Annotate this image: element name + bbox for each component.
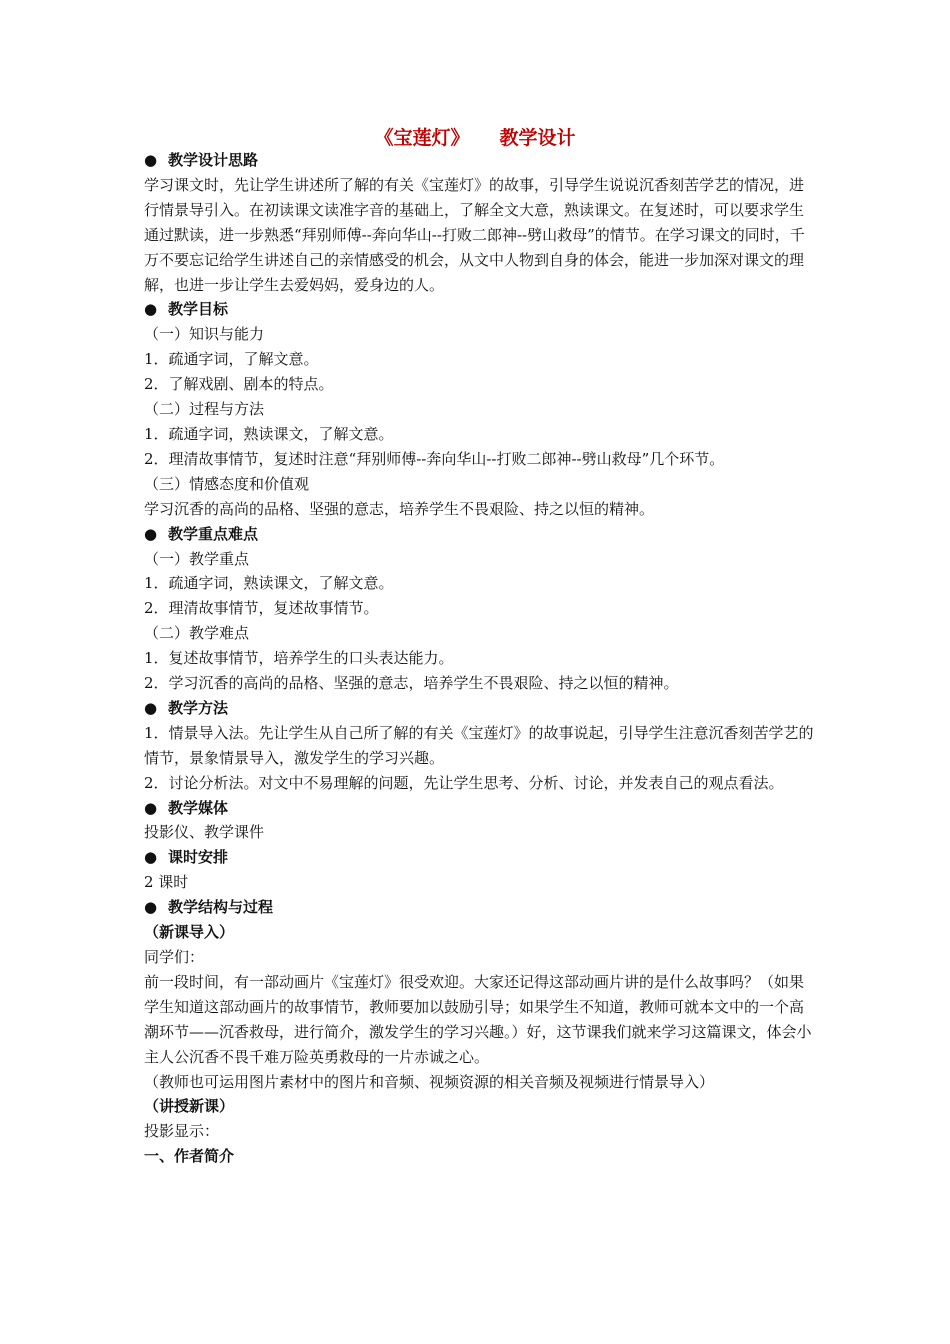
list-item: 2．理清故事情节，复述故事情节。: [144, 599, 379, 618]
list-item: 1．疏通字词，熟读课文，了解文意。: [144, 424, 394, 443]
section-heading-structure: ● 教学结构与过程: [144, 895, 816, 920]
bullet-icon: ●: [144, 848, 158, 867]
list-item: 学习沉香的高尚的品格、坚强的意志，培养学生不畏艰险、持之以恒的精神。: [144, 499, 655, 518]
greeting-text: 同学们：: [144, 948, 205, 966]
list-item: （二）教学难点: [144, 624, 250, 643]
bullet-icon: ●: [144, 798, 158, 817]
new-lesson-intro-label: （新课导入）: [144, 923, 235, 942]
media-text: 投影仪、教学课件: [144, 823, 265, 842]
list-item: （一）知识与能力: [144, 325, 265, 344]
section-heading-methods: ● 教学方法: [144, 696, 816, 721]
section-heading-key-points: ● 教学重点难点: [144, 522, 816, 547]
list-item: 2．学习沉香的高尚的品格、坚强的意志，培养学生不畏艰险、持之以恒的精神。: [144, 674, 679, 693]
design-idea-paragraph: 学习课文时，先让学生讲述所了解的有关《宝莲灯》的故事，引导学生说说沉香刻苦学艺的情况，进行情景导引入。在初读课文读准字音的基础上，了解全文大意，熟读课文。在复述时，可以要求学生通过默读，进一步熟悉“拜别师傅--奔向华山--打败二郎神--劈山救母”的情节。在学习课文的同时，千万不要忘记给学生讲述自己的亲情感受的机会，从文中人物到自身的体会，能进一步加深对课文的理解，也进一步让学生去爱妈妈，爱身边的人。: [144, 175, 805, 294]
projection-text: 投影显示：: [144, 1122, 220, 1141]
bullet-icon: ●: [144, 524, 158, 543]
schedule-text: 2 课时: [144, 873, 189, 892]
list-item: （三）情感态度和价值观: [144, 474, 310, 493]
new-lesson-teaching-label: （讲授新课）: [144, 1097, 235, 1116]
method-paragraph: 2．讨论分析法。对文中不易理解的问题，先让学生思考、分析、讨论，并发表自己的观点看法。: [144, 773, 784, 792]
list-item: 1．疏通字词，熟读课文，了解文意。: [144, 574, 394, 593]
list-item: 2．了解戏剧、剧本的特点。: [144, 375, 334, 394]
list-item: （一）教学重点: [144, 549, 250, 568]
list-item: 1．复述故事情节，培养学生的口头表达能力。: [144, 649, 454, 668]
bullet-icon: ●: [144, 898, 158, 917]
title-suffix: 教学设计: [499, 127, 576, 149]
section-heading-design-idea: ● 教学设计思路: [144, 148, 816, 173]
section-heading-media: ● 教学媒体: [144, 796, 816, 821]
bullet-icon: ●: [144, 698, 158, 717]
list-item: 1．疏通字词，了解文意。: [144, 350, 319, 369]
bullet-icon: ●: [144, 300, 158, 319]
author-intro-heading: 一、作者简介: [144, 1147, 235, 1166]
section-heading-schedule: ● 课时安排: [144, 845, 816, 870]
method-paragraph: 1．情景导入法。先让学生从自己所了解的有关《宝莲灯》的故事说起，引导学生注意沉香刻苦学艺的情节，景象情景导入，激发学生的学习兴趣。: [144, 723, 814, 767]
list-item: 2．理清故事情节，复述时注意“拜别师傅--奔向华山--打败二郎神--劈山救母”几个环节。: [144, 449, 725, 468]
list-item: （二）过程与方法: [144, 400, 265, 419]
bullet-icon: ●: [144, 151, 158, 169]
teacher-note: （教师也可运用图片素材中的图片和音频、视频资源的相关音频及视频进行情景导入）: [144, 1072, 715, 1091]
title-book-name: 《宝莲灯》: [374, 127, 470, 149]
document-body: [144, 148, 816, 1169]
intro-paragraph: 前一段时间，有一部动画片《宝莲灯》很受欢迎。大家还记得这部动画片讲的是什么故事吗？（如果学生知道这部动画片的故事情节，教师要加以鼓励引导；如果学生不知道，教师可就本文中的一个高潮环节——沉香救母，进行简介，激发学生的学习兴趣。）好，这节课我们就来学习这篇课文，体会小主人公沉香不畏千难万险英勇救母的一片赤诚之心。: [144, 972, 812, 1066]
section-heading-objectives: ● 教学目标: [144, 297, 816, 322]
